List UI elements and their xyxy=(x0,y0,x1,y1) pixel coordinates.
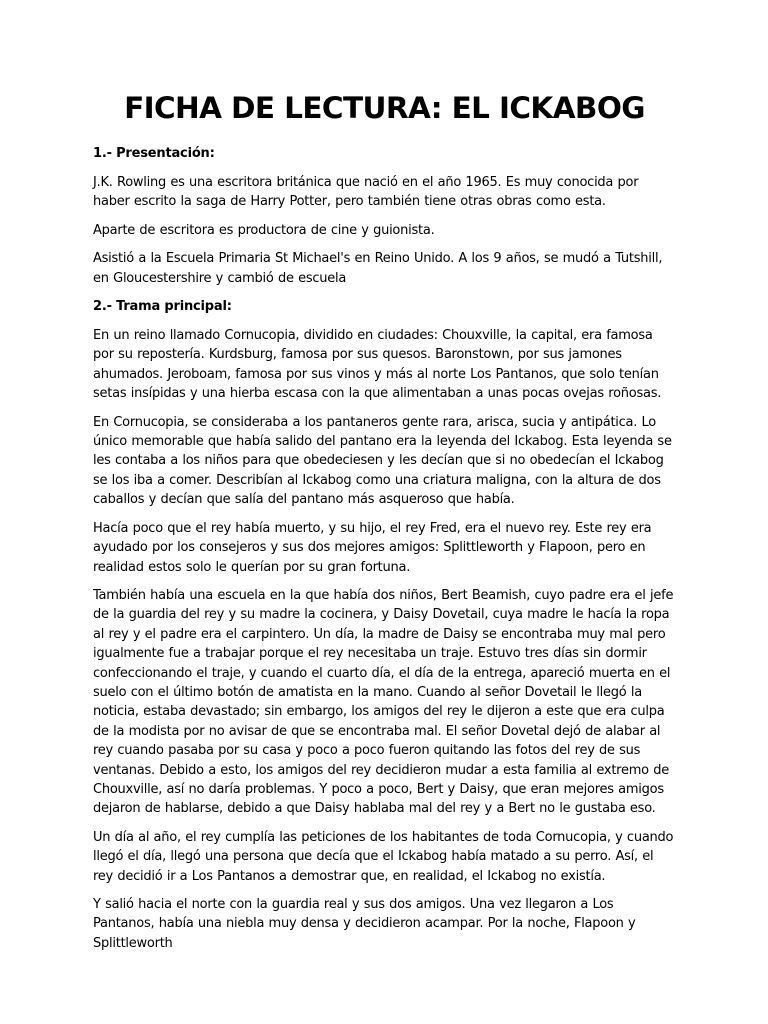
paragraph: También había una escuela en la que había dos niños, Bert Beamish, cuyo padre era el jefe de la guardia del rey y su madre la cocinera, y Daisy Dovetail, cuya madre le hacía la ropa al rey y el padre era el carpintero. Un día, la madre de Daisy se encontraba muy mal pero igualmente fue a trabajar porque el rey necesitaba un traje. Estuvo tres días sin dormir confeccionando el traje, y cuando el cuarto día, el día de la entrega, apareció muerta en el suelo con el último botón de amatista en la mano. Cuando al señor Dovetail le llegó la noticia, estaba devastado; sin embargo, los amigos del rey le dijeron a este que era culpa de la modista por no avisar de que se encontraba mal. El señor Dovetal dejó de alabar al rey cuando pasaba por su casa y poco a poco fueron quitando las fotos del rey de sus ventanas. Debido a esto, los amigos del rey decidieron mudar a esta familia al extremo de Chouxville, así no daría problemas. Y poco a poco, Bert y Daisy, que eran mejores amigos dejaron de hablarse, debido a que Daisy hablaba mal del rey y a Bert no le gustaba eso. xyxy=(93,587,674,817)
paragraph: Y salió hacia el norte con la guardia real y sus dos amigos. Una vez llegaron a Los Pantanos, había una niebla muy densa y decidieron acampar. Por la noche, Flapoon y Splittleworth xyxy=(93,897,636,951)
section-heading-presentacion: 1.- Presentación: xyxy=(93,146,215,161)
paragraph: Un día al año, el rey cumplía las peticiones de los habitantes de toda Cornucopia, y cuando llegó el día, llegó una persona que decía que el Ickabog había matado a su perro. Así, el rey decidió ir a Los Pantanos a demostrar que, en realidad, el Ickabog no existía. xyxy=(93,829,674,884)
document-title: FICHA DE LECTURA: EL ICKABOG xyxy=(124,91,645,125)
paragraph: J.K. Rowling es una escritora británica que nació en el año 1965. Es muy conocida por haber escrito la saga de Harry Potter, pero también tiene otras obras como esta. xyxy=(93,175,639,210)
paragraph: Hacía poco que el rey había muerto, y su hijo, el rey Fred, era el nuevo rey. Este rey era ayudado por los consejeros y sus dos mejores amigos: Splittleworth y Flapoon, pero en realidad estos solo le querían por su gran fortuna. xyxy=(93,520,652,575)
paragraph: En un reino llamado Cornucopia, dividido en ciudades: Chouxville, la capital, era famosa por su repostería. Kurdsburg, famosa por sus quesos. Baronstown, por sus jamones ahumados. Jeroboam, famosa por sus vinos y más al norte Los Pantanos, que solo tenían setas insípidas y una hierba escasa con la que alimentaban a unas pocas ovejas roñosas. xyxy=(93,328,662,402)
paragraph: En Cornucopia, se consideraba a los pantaneros gente rara, arisca, sucia y antipática. Lo único memorable que había salido del pantano era la leyenda del Ickabog. Esta leyenda se les contaba a los niños para que obedeciesen y les decían que si no obedecían el Ickabog se los iba a comer. Describían al Ickabog como una criatura maligna, con la altura de dos caballos y decían que salía del pantano más asqueroso que había. xyxy=(93,414,672,508)
paragraph: Aparte de escritora es productora de cine y guionista. xyxy=(93,222,435,238)
paragraph: Asistió a la Escuela Primaria St Michael's en Reino Unido. A los 9 años, se mudó a Tutshill, en Gloucestershire y cambió de escuela xyxy=(93,251,663,286)
section-heading-trama-principal: 2.- Trama principal: xyxy=(93,299,232,315)
